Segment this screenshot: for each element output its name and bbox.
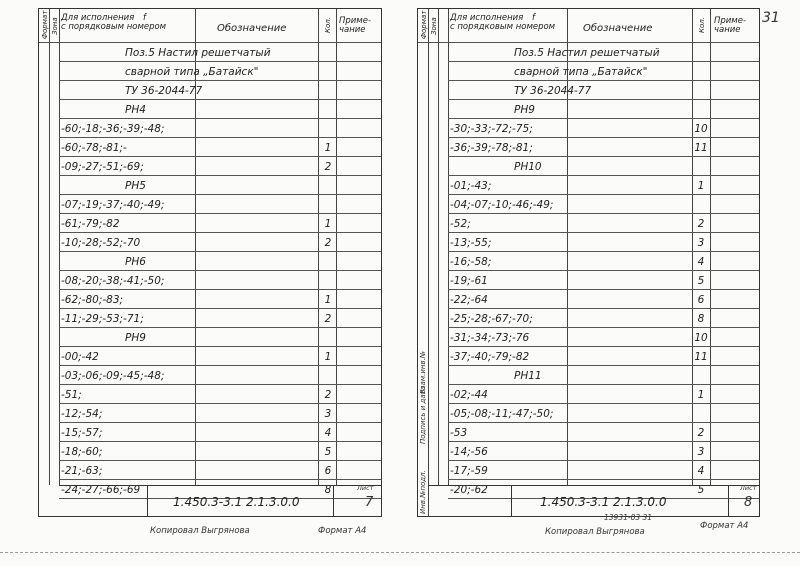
row-qty: 1 [324,294,332,306]
left-header-zone: Зона [51,17,59,35]
table-row [448,81,759,100]
table-row [59,328,381,347]
table-row [59,214,381,233]
row-executions: -21;-63; [61,465,103,477]
left-header-note-1: Приме- [339,16,372,26]
row-qty [319,328,337,347]
table-row [448,423,759,442]
table-row [59,309,381,328]
row-executions: -62;-80;-83; [61,294,124,306]
table-row [448,328,759,347]
row-executions: -31;-34;-73;-76 [450,332,530,344]
table-row [448,461,759,480]
table-row [59,290,381,309]
row-executions: -17;-59 [450,465,488,477]
row-executions: -60;-78;-81;- [61,142,127,154]
table-row [59,62,381,81]
row-qty: 5 [697,275,705,287]
row-qty [692,157,710,176]
row-executions: -02;-44 [450,389,488,401]
table-row [448,271,759,290]
row-executions: -09;-27;-51;-69; [61,161,144,173]
row-qty [692,43,710,62]
row-executions: -14;-56 [450,446,488,458]
right-format: Формат А4 [700,521,749,531]
left-header-designation: Обозначение [217,23,287,34]
right-header-execution-1: Для исполнения [450,13,524,23]
table-row [448,442,759,461]
row-designation: РН10 [514,161,542,173]
table-row [448,214,759,233]
table-row [448,100,759,119]
table-row [59,195,381,214]
row-qty: 1 [324,218,332,230]
row-qty [692,404,710,423]
row-designation: Поз.5 Настил решетчатый [514,47,660,59]
left-copied: Копировал Выгрянова [150,526,250,536]
row-qty: 4 [697,465,705,477]
right-order: 13931-03 31 [604,513,653,522]
row-qty [692,81,710,100]
row-executions: -01;-43; [450,180,492,192]
row-qty: 1 [324,142,332,154]
right-side-text-3: Взам.инв.№ [419,350,427,394]
left-header-execution-mark: f [142,13,146,23]
row-executions: -52; [450,218,471,230]
table-row [59,461,381,480]
row-executions: -19;-61 [450,275,488,287]
row-qty: 10 [694,332,708,344]
row-executions: -51; [61,389,82,401]
row-executions: -04;-07;-10;-46;-49; [450,199,554,211]
row-executions: -03;-06;-09;-45;-48; [61,370,165,382]
table-row [59,157,381,176]
row-executions: -15;-57; [61,427,103,439]
table-row [448,366,759,385]
right-header-row [418,9,759,43]
right-header-execution-mark: f [531,13,535,23]
left-header-note-2: чание [339,25,366,35]
row-qty [319,252,337,271]
row-executions: -10;-28;-52;-70 [61,237,141,249]
left-sheet [38,8,382,517]
row-qty: 2 [324,389,332,401]
row-designation: РН11 [514,370,542,382]
row-executions: -30;-33;-72;-75; [450,123,533,135]
row-executions: -20;-62 [450,484,488,496]
row-qty: 4 [324,427,332,439]
row-qty [319,366,337,385]
table-row [448,119,759,138]
table-row [59,119,381,138]
row-qty: 4 [697,256,705,268]
right-stamp-code: 1.450.3-3.1 2.1.3.0.0 [540,495,667,509]
row-qty [692,62,710,81]
row-qty: 1 [697,180,705,192]
table-row [59,366,381,385]
left-stamp-code: 1.450.3-3.1 2.1.3.0.0 [173,495,300,509]
table-row [59,233,381,252]
left-sheet-label: Лист [357,484,374,492]
row-executions: -13;-55; [450,237,492,249]
row-qty: 2 [324,237,332,249]
table-row [448,43,759,62]
table-row [59,404,381,423]
row-designation: РН4 [125,104,146,116]
row-qty: 11 [694,142,708,154]
row-qty [319,195,337,214]
row-executions: -08;-20;-38;-41;-50; [61,275,165,287]
right-header-format: Формат [420,10,428,39]
table-row [59,100,381,119]
table-row [59,271,381,290]
right-header-execution-2: с порядковым номером [450,22,556,32]
table-row [448,347,759,366]
row-executions: -18;-60; [61,446,103,458]
right-header-note-1: Приме- [714,16,747,26]
right-sheet-label: Лист [740,484,757,492]
row-qty: 3 [324,408,332,420]
right-side-text-1: Инв.№подл. [419,470,427,514]
row-qty: 11 [694,351,708,363]
table-row [448,195,759,214]
row-qty [692,100,710,119]
row-qty: 2 [324,313,332,325]
row-designation: сварной типа „Батайск" [125,66,259,78]
row-qty: 6 [324,465,332,477]
right-side-text-2: Подпись и дата [419,386,427,444]
row-designation: РН5 [125,180,146,192]
table-row [448,62,759,81]
row-qty: 3 [697,446,705,458]
left-header-format: Формат [41,10,49,39]
row-qty: 2 [324,161,332,173]
row-executions: -11;-29;-53;-71; [61,313,144,325]
table-row [59,385,381,404]
row-executions: -61;-79;-82 [61,218,120,230]
row-executions: -07;-19;-37;-40;-49; [61,199,165,211]
row-designation: ТУ 36-2044-77 [125,85,203,97]
row-designation: РН9 [125,332,146,344]
row-qty: 10 [694,123,708,135]
row-qty: 1 [324,351,332,363]
table-row [59,423,381,442]
table-row [448,385,759,404]
row-designation: сварной типа „Батайск" [514,66,648,78]
row-executions: -16;-58; [450,256,492,268]
right-page-number: 31 [762,10,780,26]
table-row [59,138,381,157]
left-format: Формат А4 [318,526,367,536]
row-qty [692,195,710,214]
right-header-qty: Кол. [698,17,706,33]
table-row [59,43,381,62]
bottom-cut-line [0,552,800,553]
row-designation: РН9 [514,104,535,116]
row-executions: -25;-28;-67;-70; [450,313,533,325]
row-qty [692,366,710,385]
row-qty [319,81,337,100]
row-executions: -24;-27;-66;-69 [61,484,141,496]
table-row [448,252,759,271]
right-copied: Копировал Выгрянова [545,527,645,537]
row-qty: 2 [697,427,705,439]
right-sheet [417,8,760,517]
left-header-execution-2: с порядковым номером [61,22,167,32]
table-row [59,81,381,100]
row-qty [319,119,337,138]
row-executions: -05;-08;-11;-47;-50; [450,408,554,420]
right-sheet-number: 8 [744,495,753,510]
row-qty [319,62,337,81]
table-row [59,176,381,195]
row-designation: ТУ 36-2044-77 [514,85,592,97]
row-qty: 5 [697,484,705,496]
right-header-zone: Зона [430,17,438,35]
left-sheet-number: 7 [365,495,374,510]
left-header-qty: Кол. [324,17,332,33]
table-row [448,290,759,309]
table-row [59,252,381,271]
row-qty [319,100,337,119]
table-row [448,404,759,423]
row-qty: 5 [324,446,332,458]
table-row [448,309,759,328]
row-executions: -36;-39;-78;-81; [450,142,533,154]
right-header-note-2: чание [714,25,741,35]
row-qty [319,176,337,195]
left-header-execution-1: Для исполнения [61,13,135,23]
row-qty: 2 [697,218,705,230]
row-qty: 6 [697,294,705,306]
row-executions: -12;-54; [61,408,103,420]
row-qty: 3 [697,237,705,249]
row-qty: 8 [324,484,332,496]
table-row [59,347,381,366]
row-qty [319,271,337,290]
table-row [59,442,381,461]
right-header-designation: Обозначение [583,23,653,34]
row-executions: -00;-42 [61,351,99,363]
row-qty [319,43,337,62]
row-executions: -37;-40;-79;-82 [450,351,530,363]
table-row [448,138,759,157]
table-row [448,157,759,176]
row-qty: 8 [697,313,705,325]
left-header-row [39,9,381,43]
table-row [448,176,759,195]
row-executions: -22;-64 [450,294,488,306]
row-designation: РН6 [125,256,146,268]
row-designation: Поз.5 Настил решетчатый [125,47,271,59]
row-executions: -60;-18;-36;-39;-48; [61,123,165,135]
row-qty: 1 [697,389,705,401]
table-row [448,233,759,252]
row-executions: -53 [450,427,468,439]
